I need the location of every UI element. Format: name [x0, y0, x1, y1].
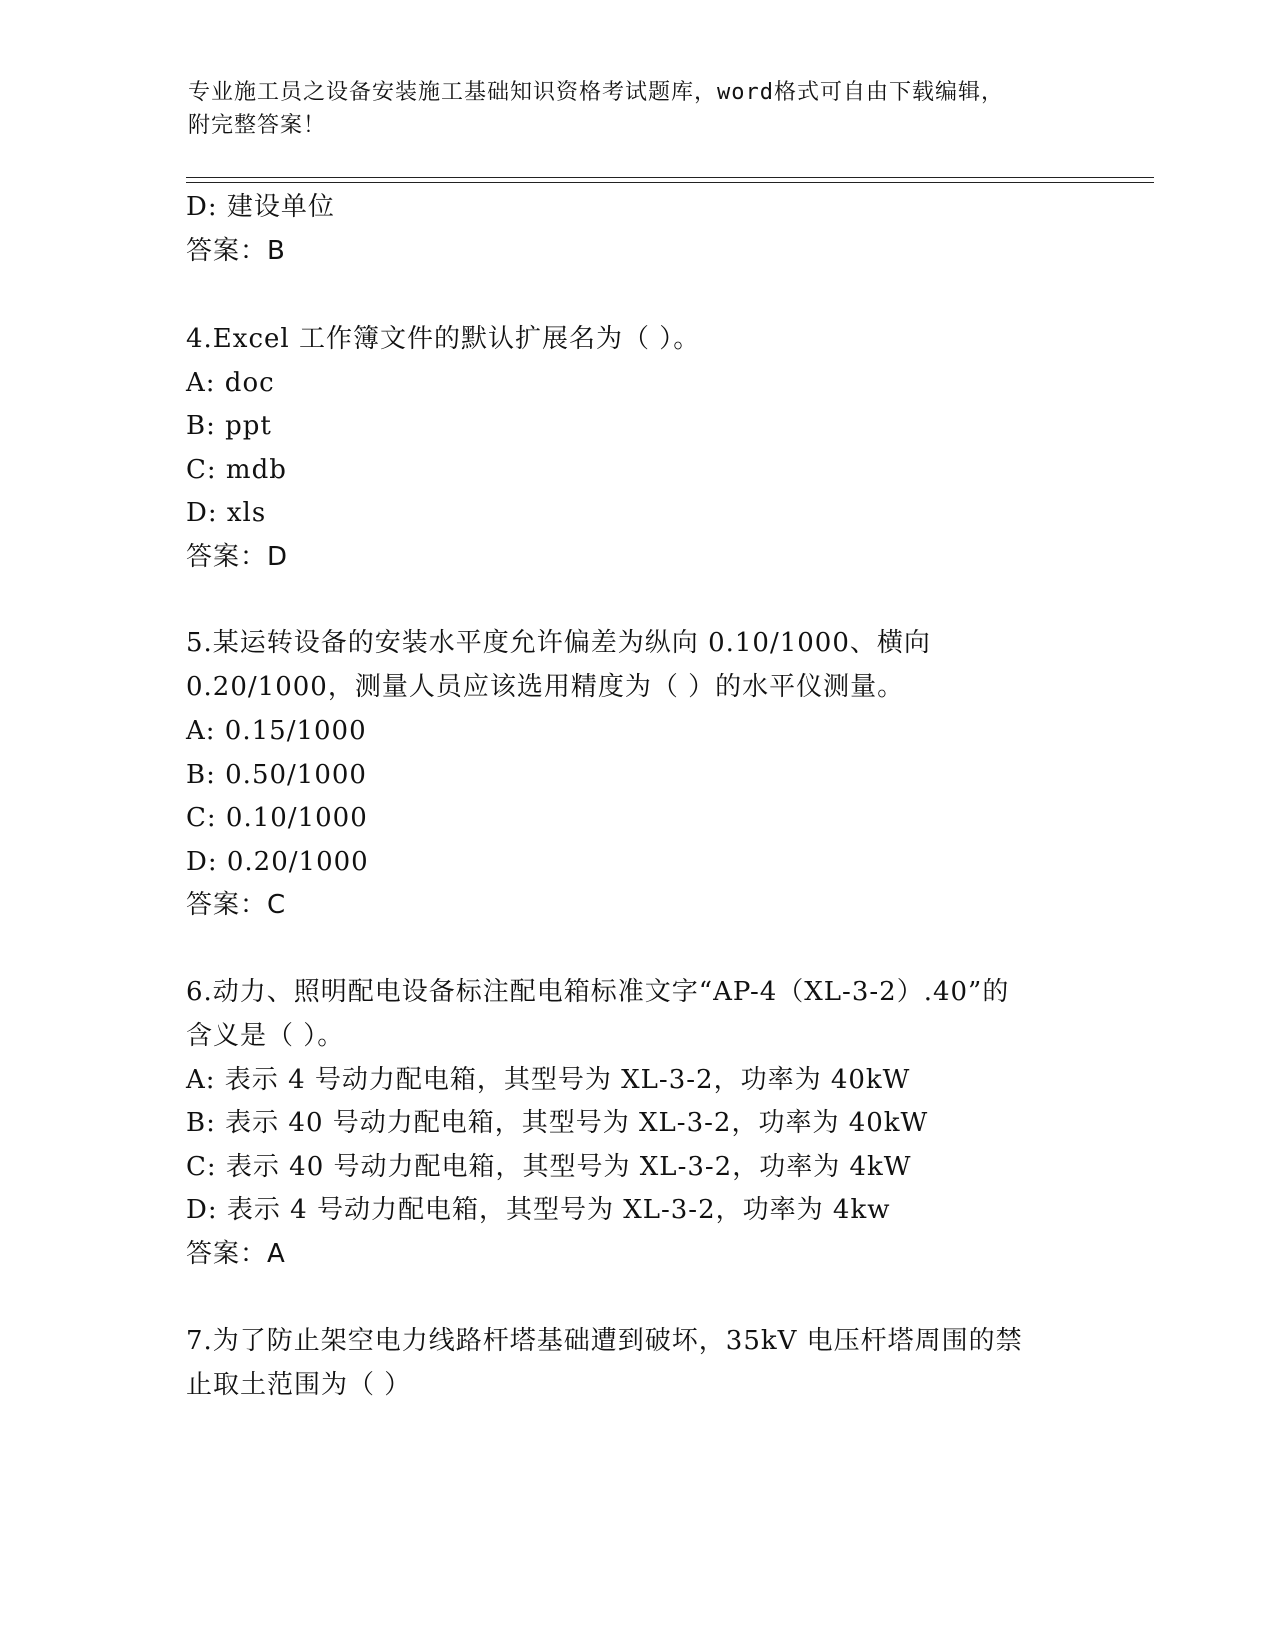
q3-option-d: D: 建设单位	[186, 192, 335, 222]
q6-option-b: B: 表示 40 号动力配电箱，其型号为 XL-3-2，功率为 40kW	[186, 1108, 929, 1138]
q4-option-c: C: mdb	[186, 455, 287, 485]
header-line-2: 附完整答案！	[188, 113, 327, 138]
q5-stem-line-2: 0.20/1000，测量人员应该选用精度为（ ）的水平仪测量。	[186, 672, 905, 702]
q6-stem-line-2: 含义是（ ）。	[186, 1021, 345, 1051]
q4-option-d: D: xls	[186, 498, 267, 528]
header-divider-top	[186, 177, 1154, 178]
q4-option-b: B: ppt	[186, 411, 272, 441]
q4-stem: 4.Excel 工作簿文件的默认扩展名为（ ）。	[186, 324, 701, 354]
header-line-1: 专业施工员之设备安装施工基础知识资格考试题库，word格式可自由下载编辑，	[188, 80, 1004, 105]
q6-option-a: A: 表示 4 号动力配电箱，其型号为 XL-3-2，功率为 40kW	[186, 1065, 911, 1095]
q5-stem-line-1: 5.某运转设备的安装水平度允许偏差为纵向 0.10/1000、横向	[186, 628, 931, 658]
q6-option-c: C: 表示 40 号动力配电箱，其型号为 XL-3-2，功率为 4kW	[186, 1152, 912, 1182]
q7-stem-line-2: 止取土范围为（ ）	[186, 1370, 412, 1400]
q5-answer: 答案：C	[186, 890, 287, 920]
q6-stem-line-1: 6.动力、照明配电设备标注配电箱标准文字“AP-4（XL-3-2）.40”的	[186, 977, 1010, 1007]
q4-answer: 答案：D	[186, 542, 289, 572]
q5-option-a: A: 0.15/1000	[186, 716, 367, 746]
document-header	[188, 76, 1088, 142]
q5-option-d: D: 0.20/1000	[186, 847, 369, 877]
q5-option-b: B: 0.50/1000	[186, 760, 367, 790]
q3-answer: 答案：B	[186, 236, 286, 266]
q5-option-c: C: 0.10/1000	[186, 803, 368, 833]
q6-option-d: D: 表示 4 号动力配电箱，其型号为 XL-3-2，功率为 4kw	[186, 1195, 891, 1225]
q6-answer: 答案：A	[186, 1239, 286, 1269]
q4-option-a: A: doc	[186, 368, 275, 398]
header-divider-bottom	[186, 182, 1154, 183]
q7-stem-line-1: 7.为了防止架空电力线路杆塔基础遭到破坏，35kV 电压杆塔周围的禁	[186, 1326, 1023, 1356]
